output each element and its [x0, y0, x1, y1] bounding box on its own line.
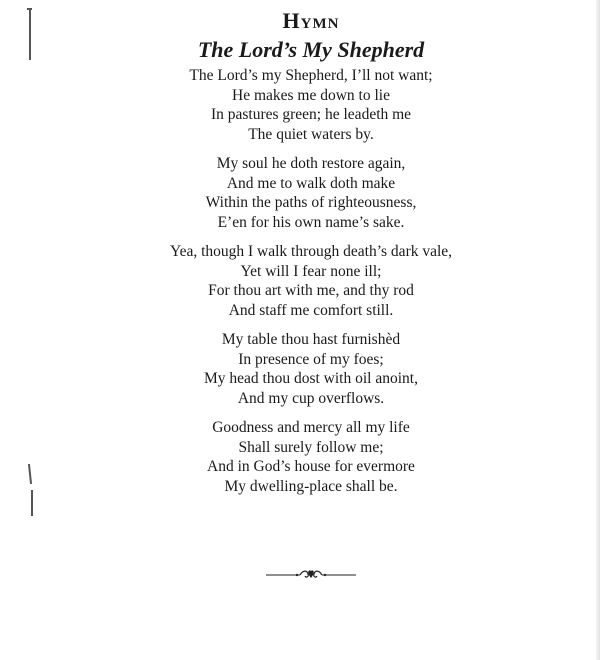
verse [0, 66, 600, 144]
verses [0, 66, 600, 496]
verse [0, 330, 600, 408]
verse-line: In presence of my foes; [238, 350, 384, 368]
verse-line: Yet will I fear none ill; [240, 262, 382, 280]
verse-line: My soul he doth restore again, [216, 155, 406, 172]
verse-line: And staff me comfort still. [228, 301, 394, 319]
verse-line: My table thou hast furnishèd [221, 331, 401, 348]
verse-line: E’en for his own name’s sake. [217, 213, 405, 231]
verse-line: Shall surely follow me; [238, 438, 384, 456]
verse-line: And me to walk doth make [226, 174, 396, 192]
verse [0, 242, 600, 320]
verse-line: He makes me down to lie [232, 86, 390, 104]
verse [0, 154, 600, 232]
verse-line: My dwelling-place shall be. [224, 477, 398, 495]
flourish-divider-icon [264, 568, 358, 582]
hymn [0, 6, 600, 506]
hymn-title: The Lord’s My Shepherd [197, 37, 425, 62]
hymn-heading: Hymn [282, 8, 340, 33]
verse-line: The quiet waters by. [248, 125, 374, 143]
verse-line: And in God’s house for evermore [207, 458, 415, 475]
verse-line: The Lord’s my Shepherd, I’ll not want; [189, 67, 433, 84]
verse-line: Yea, though I walk through death’s dark vale, [169, 243, 453, 260]
verse-line: And my cup overflows. [237, 389, 385, 407]
verse-line: Within the paths of righteousness, [205, 194, 417, 211]
verse-line: Goodness and mercy all my life [212, 419, 410, 436]
verse-line: My head thou dost with oil anoint, [204, 370, 418, 387]
verse [0, 418, 600, 496]
verse-line: For thou art with me, and thy rod [208, 282, 414, 299]
verse-line: In pastures green; he leadeth me [210, 106, 412, 123]
